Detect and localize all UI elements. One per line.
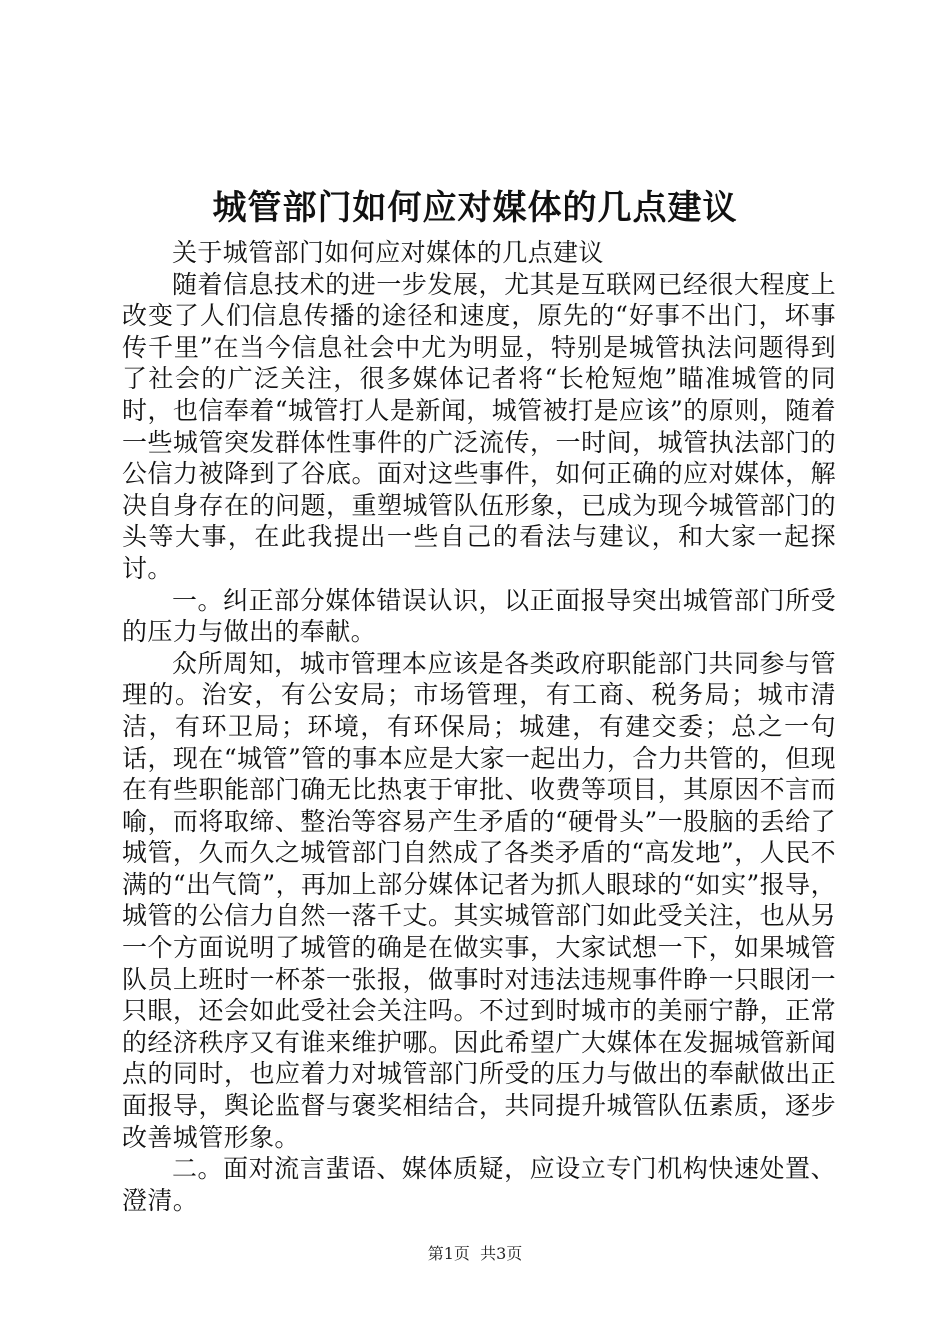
document-body [122, 237, 836, 1216]
page-footer [0, 1243, 950, 1265]
paragraph-heading-1: 一。纠正部分媒体错误认识，以正面报导突出城管部门所受的压力与做出的奉献。 [122, 585, 836, 647]
footer-separator [470, 1244, 480, 1263]
paragraph-section-1: 众所周知，城市管理本应该是各类政府职能部门共同参与管理的。治安，有公安局；市场管理，有工商、税务局；城市清洁，有环卫局；环境，有环保局；城建，有建交委；总之一句话，现在“城管”管的事本应是大家一起出力，合力共管的，但现在有些职能部门确无比热衷于审批、收费等项目，其原因不言而喻，而将取缔、整治等容易产生矛盾的“硬骨头”一股脑的丢给了城管，久而久之城管部门自然成了各类矛盾的“高发地”，人民不满的“出气筒”，再加上部分媒体记者为抓人眼球的“如实”报导，城管的公信力自然一落千丈。其实城管部门如此受关注，也从另一个方面说明了城管的确是在做实事，大家试想一下，如果城管队员上班时一杯茶一张报，做事时对违法违规事件睁一只眼闭一只眼，还会如此受社会关注吗。不过到时城市的美丽宁静，正常的经济秩序又有谁来维护哪。因此希望广大媒体在发掘城管新闻点的同时，也应着力对城管部门所受的压力与做出的奉献做出正面报导，舆论监督与褒奖相结合，共同提升城管队伍素质，逐步改善城管形象。 [122, 648, 836, 1152]
page-number-current: 第1页 [427, 1244, 470, 1263]
paragraph-heading-2: 二。面对流言蜚语、媒体质疑，应设立专门机构快速处置、澄清。 [122, 1154, 836, 1215]
page-number-total: 共3页 [480, 1244, 523, 1263]
paragraph-intro: 随着信息技术的进一步发展，尤其是互联网已经很大程度上改变了人们信息传播的途径和速度，原先的“好事不出门，坏事传千里”在当今信息社会中尤为明显，特别是城管执法问题得到了社会的广泛关注，很多媒体记者将“长枪短炮”瞄准城管的同时，也信奉着“城管打人是新闻，城管被打是应该”的原则，随着一些城管突发群体性事件的广泛流传，一时间，城管执法部门的公信力被降到了谷底。面对这些事件，如何正确的应对媒体，解决自身存在的问题，重塑城管队伍形象，已成为现今城管部门的头等大事，在此我提出一些自己的看法与建议，和大家一起探讨。 [122, 269, 836, 583]
paragraph-subtitle: 关于城管部门如何应对媒体的几点建议 [172, 238, 604, 267]
document-title: 城管部门如何应对媒体的几点建议 [212, 188, 738, 228]
